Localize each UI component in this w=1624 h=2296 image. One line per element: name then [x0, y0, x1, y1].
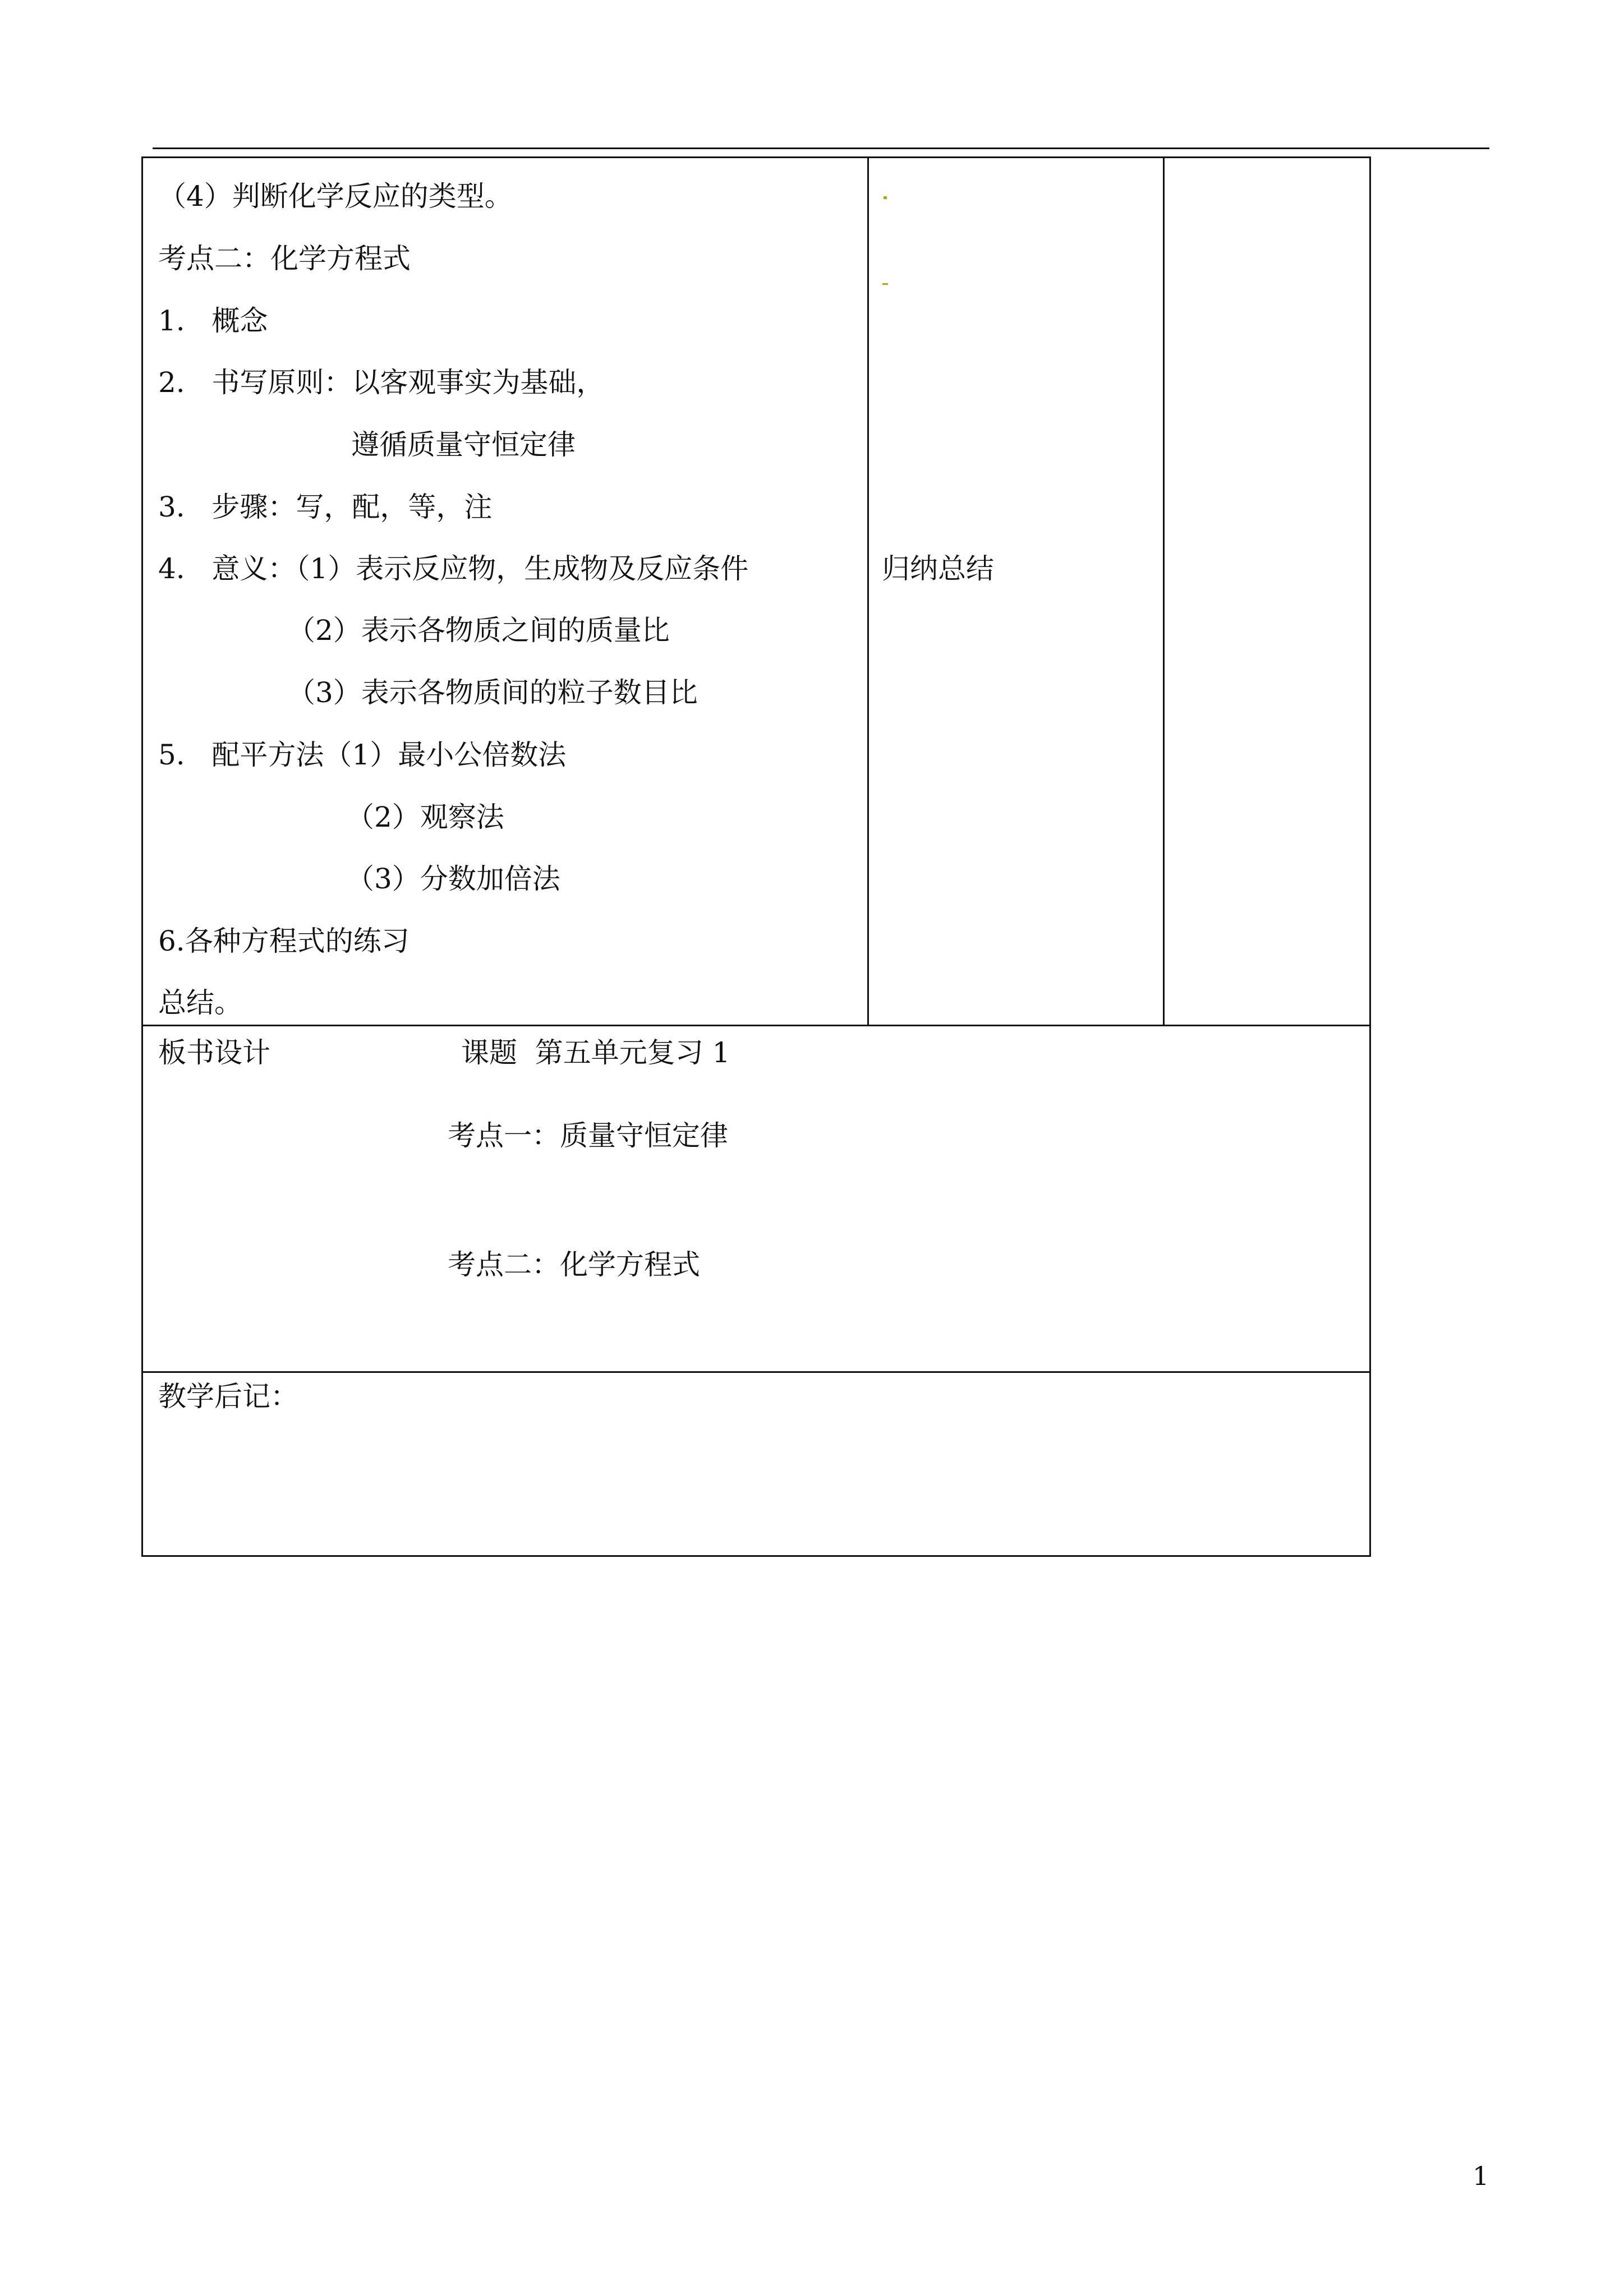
main-line-4: 2. 书写原则：以客观事实为基础， — [158, 366, 605, 399]
board-design-label: 板书设计 — [158, 1036, 270, 1069]
summary-label: 归纳总结 — [882, 552, 994, 585]
main-line-12: （3）分数加倍法 — [346, 863, 560, 895]
main-line-11: （2）观察法 — [346, 801, 504, 833]
main-line-2: 考点二：化学方程式 — [158, 242, 411, 275]
main-line-7: 4. 意义：（1）表示反应物，生成物及反应条件 — [158, 552, 749, 585]
column-divider-2 — [1163, 156, 1165, 1026]
main-line-9: （3）表示各物质间的粒子数目比 — [287, 676, 698, 709]
table-left-border — [141, 156, 143, 1557]
table-top-border — [141, 156, 1371, 158]
row-divider-2 — [141, 1371, 1371, 1373]
main-line-6: 3. 步骤：写，配，等，注 — [158, 491, 493, 523]
main-line-14: 总结。 — [158, 986, 242, 1019]
main-line-5: 遵循质量守恒定律 — [351, 428, 576, 461]
board-topic: 课题 第五单元复习 1 — [461, 1036, 730, 1069]
main-line-8: （2）表示各物质之间的质量比 — [287, 614, 670, 647]
marker-dot — [884, 196, 887, 199]
main-line-3: 1. 概念 — [158, 305, 268, 337]
row-divider-1 — [141, 1025, 1371, 1026]
board-point-2: 考点二：化学方程式 — [448, 1248, 700, 1281]
column-divider-1 — [867, 156, 869, 1026]
main-line-1: （4）判断化学反应的类型。 — [158, 180, 513, 213]
postscript-label: 教学后记： — [158, 1380, 298, 1413]
main-line-13: 6.各种方程式的练习 — [158, 925, 410, 957]
main-line-10: 5. 配平方法（1）最小公倍数法 — [158, 739, 567, 771]
table-right-border — [1369, 156, 1371, 1557]
marker-dash — [882, 283, 888, 285]
table-bottom-border — [141, 1555, 1371, 1557]
board-point-1: 考点一：质量守恒定律 — [448, 1119, 728, 1152]
header-rule — [153, 147, 1489, 149]
page-number: 1 — [1473, 2161, 1489, 2191]
